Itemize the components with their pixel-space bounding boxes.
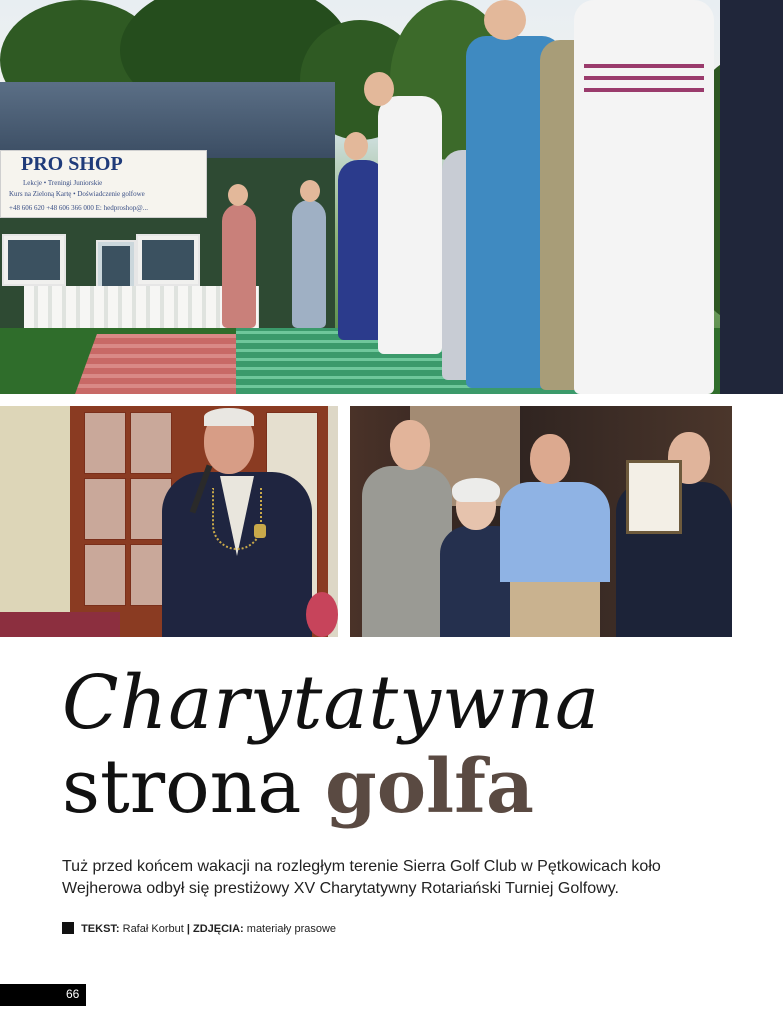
person — [222, 204, 256, 328]
door-pane — [84, 478, 126, 540]
flowers — [306, 592, 338, 637]
page-number: 66 — [66, 987, 80, 1001]
striped-shirt — [584, 60, 704, 100]
man-khaki-trousers — [510, 582, 600, 637]
photo-driving-range — [0, 0, 783, 394]
sign-title: PRO SHOP — [21, 153, 123, 175]
photo-speaker — [0, 406, 338, 637]
headline-plain-word: strona — [62, 744, 325, 830]
pro-shop-sign — [0, 150, 207, 218]
person — [378, 96, 442, 354]
person-head — [344, 132, 368, 160]
man-gray-suit — [362, 466, 452, 637]
man-head — [390, 420, 430, 470]
building-roof — [0, 82, 335, 158]
framed-certificate — [626, 460, 682, 534]
credits-text-label: TEKST: — [81, 923, 120, 935]
credits-photo-source: materiały prasowe — [246, 923, 337, 935]
window — [2, 234, 66, 286]
article-credits — [62, 922, 336, 935]
credits-square-icon — [62, 922, 74, 934]
person-head — [300, 180, 320, 202]
sign-line: Lekcje • Treningi Juniorskie — [23, 179, 103, 187]
person — [720, 0, 783, 394]
headline-line-2 — [62, 746, 600, 828]
headline-line-1: Charytatywna — [62, 660, 601, 746]
credits-text-author: Rafał Korbut — [122, 923, 184, 935]
article-headline — [62, 660, 600, 828]
person-head — [228, 184, 248, 206]
sign-line: Kurs na Zieloną Kartę • Doświadczenie golfowe — [9, 190, 145, 198]
door-pane — [84, 544, 126, 606]
window — [136, 234, 200, 286]
door-pane — [84, 412, 126, 474]
speaker-hair — [204, 408, 254, 426]
man-blue-shirt — [500, 482, 610, 582]
article-lead: Tuż przed końcem wakacji na rozległym terenie Sierra Golf Club w Pętkowicach koło Wejherowa odbył się prestiżowy XV Charytatywny Rotariański Turniej Golfowy. — [62, 858, 661, 897]
person-head — [364, 72, 394, 106]
chain-of-office — [212, 488, 262, 550]
wall — [0, 406, 70, 637]
table-items — [0, 612, 120, 637]
credits-photo-label: ZDJĘCIA: — [192, 923, 244, 935]
person-head — [484, 0, 526, 40]
man-head — [530, 434, 570, 484]
blazer-crest — [254, 524, 266, 538]
woman-hair — [452, 478, 500, 502]
door-pane — [130, 412, 172, 474]
sign-line: +48 606 620 +48 606 366 000 E: hedproshop@... — [9, 204, 148, 212]
photo-ceremony — [350, 406, 732, 637]
credits-separator: | — [186, 923, 190, 935]
person — [292, 200, 326, 328]
headline-accent-word: golfa — [324, 744, 534, 830]
